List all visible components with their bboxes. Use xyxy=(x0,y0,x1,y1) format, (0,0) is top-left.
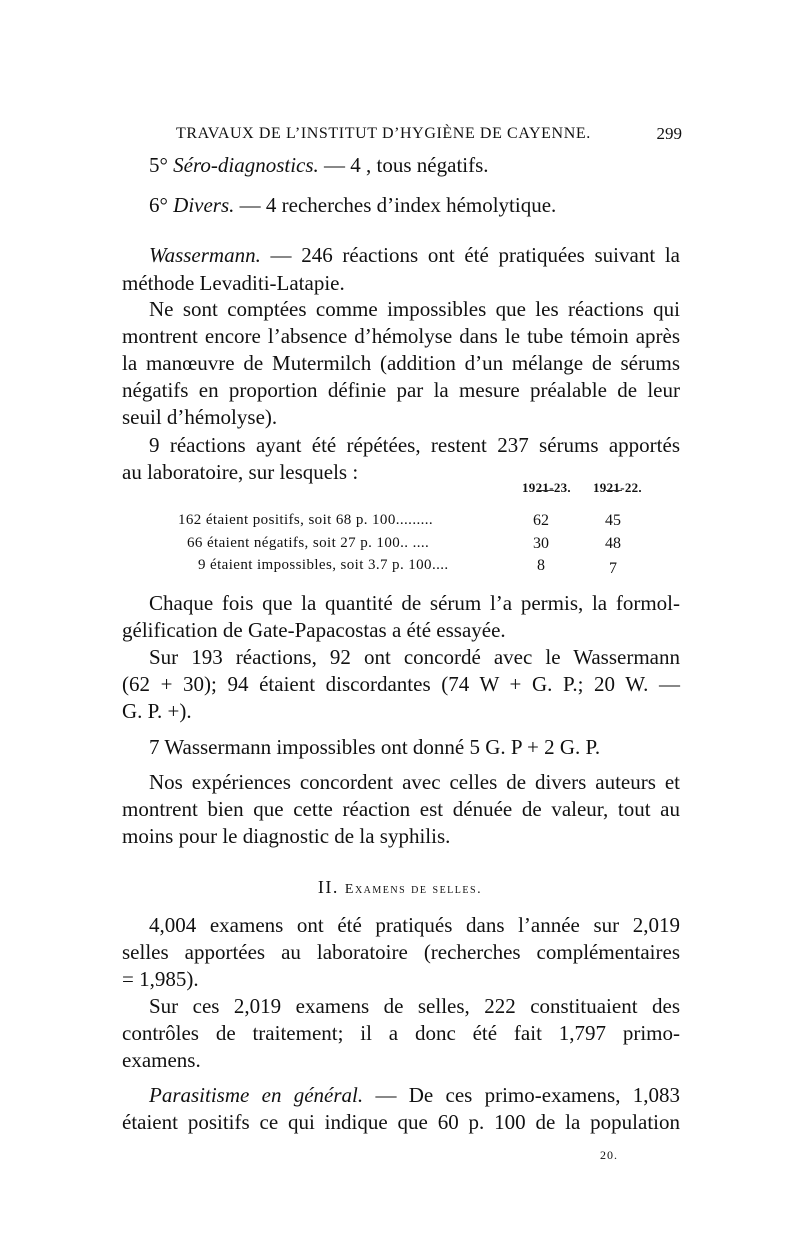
para-line: montrent encore l’absence d’hémolyse dans le tube témoin après xyxy=(122,324,680,348)
section-title-text: Examens de selles. xyxy=(344,882,483,897)
page-number: 299 xyxy=(656,124,682,143)
table-cell: 48 xyxy=(605,535,621,552)
table-row-label: 9 étaient impossibles, soit 3.7 p. 100.... xyxy=(198,557,449,573)
para-line: moins pour le diagnostic de la syphilis. xyxy=(122,824,451,848)
item-5-text: — 4 , tous négatifs. xyxy=(324,153,489,177)
para-line: 4,004 examens ont été pratiqués dans l’année sur 2,019 xyxy=(149,913,680,937)
item-5-label: Séro-diagnostics. xyxy=(173,153,319,177)
para-line: 9 réactions ayant été répétées, restent 237 sérums apportés xyxy=(149,433,680,457)
section-numeral: II. xyxy=(317,877,339,897)
item-5-number: 5° xyxy=(149,153,168,177)
para-line: Ne sont comptées comme impossibles que les réactions qui xyxy=(149,297,680,321)
table-cell: 45 xyxy=(605,512,621,529)
para-line: Chaque fois que la quantité de sérum l’a permis, la formol- xyxy=(149,591,680,615)
para-line: gélification de Gate-Papacostas a été essayée. xyxy=(122,618,506,642)
table-header-rule xyxy=(538,490,554,491)
parasitisme-text-1: — De ces primo-examens, 1,083 xyxy=(375,1083,681,1107)
para-line: au laboratoire, sur lesquels : xyxy=(122,460,359,484)
wassermann-line-2: méthode Levaditi-Latapie. xyxy=(122,271,345,295)
para-line: selles apportées au laboratoire (recherches complémentaires xyxy=(122,940,680,964)
item-6-number: 6° xyxy=(149,193,168,217)
para-line: négatifs en proportion définie par la mesure préalable de leur xyxy=(122,378,680,402)
signature-mark: 20. xyxy=(600,1148,618,1162)
table-row-label: 66 étaient négatifs, soit 27 p. 100.. .... xyxy=(187,535,430,551)
parasitisme-line-2: étaient positifs ce qui indique que 60 p. 100 de la population xyxy=(122,1110,680,1134)
wassermann-line-1 xyxy=(149,240,680,271)
parasitisme-label: Parasitisme en général. xyxy=(149,1083,364,1107)
running-head xyxy=(176,118,682,142)
table-cell: 62 xyxy=(533,512,549,529)
para-line: G. P. +). xyxy=(122,699,192,723)
item-6 xyxy=(149,190,556,221)
table-header-1921-23: 1921-23. xyxy=(522,480,571,495)
table-cell: 30 xyxy=(533,535,549,552)
para-line: Sur 193 réactions, 92 ont concordé avec le Wassermann xyxy=(149,645,680,669)
item-5 xyxy=(149,150,489,181)
wassermann-label: Wassermann. xyxy=(149,243,261,267)
para-line: examens. xyxy=(122,1048,201,1072)
para-line: la manœuvre de Mutermilch (addition d’un mélange de sérums xyxy=(122,351,680,375)
para-line: (62 + 30); 94 étaient discordantes (74 W + G. P.; 20 W. — xyxy=(122,672,680,696)
para-line: = 1,985). xyxy=(122,967,199,991)
para-line: Nos expériences concordent avec celles de divers auteurs et xyxy=(149,770,680,794)
running-head-title: TRAVAUX DE L’INSTITUT D’HYGIÈNE DE CAYENNE. xyxy=(176,125,591,142)
table-cell: 7 xyxy=(609,560,617,577)
table-header-rule xyxy=(606,490,622,491)
table-header-1921-22: 1921-22. xyxy=(593,480,642,495)
para-line: contrôles de traitement; il a donc été fait 1,797 primo- xyxy=(122,1021,680,1045)
para-line: seuil d’hémolyse). xyxy=(122,405,278,429)
item-6-text: — 4 recherches d’index hémolytique. xyxy=(239,193,557,217)
para-line: Sur ces 2,019 examens de selles, 222 constituaient des xyxy=(149,994,680,1018)
table-row-label: 162 étaient positifs, soit 68 p. 100......... xyxy=(178,512,434,528)
item-6-label: Divers. xyxy=(173,193,235,217)
section-heading xyxy=(0,872,800,905)
table-cell: 8 xyxy=(537,557,545,574)
wassermann-text-1: — 246 réactions ont été pratiquées suivant la xyxy=(270,243,680,267)
para-line: montrent bien que cette réaction est dénuée de valeur, tout au xyxy=(122,797,680,821)
para-line: 7 Wassermann impossibles ont donné 5 G. P + 2 G. P. xyxy=(149,735,601,759)
